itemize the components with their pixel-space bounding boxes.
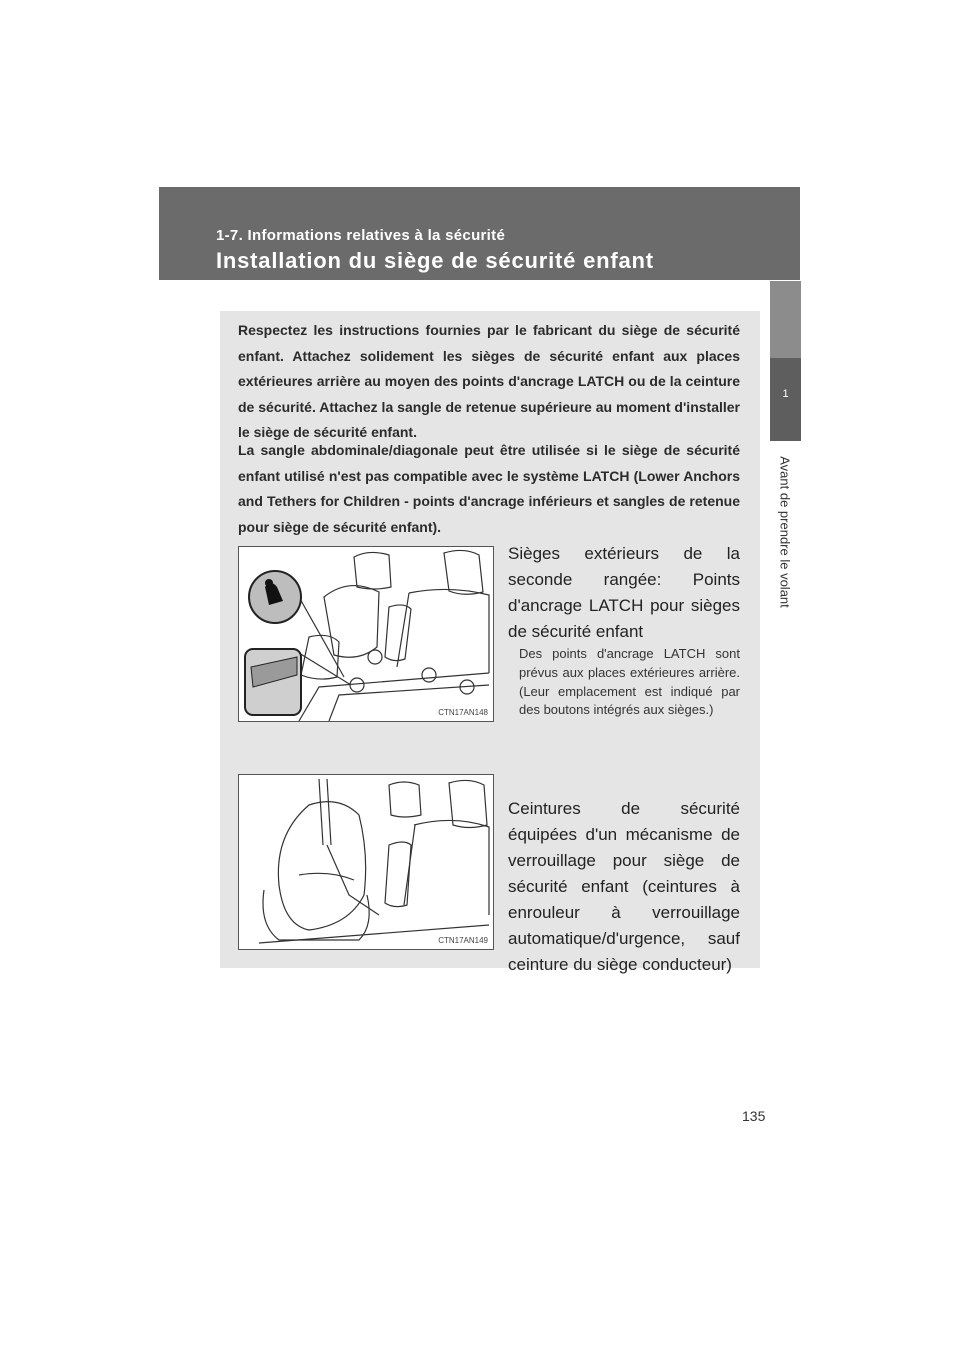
- latch-anchors-illustration: [238, 546, 494, 722]
- seatbelt-child-seat-drawing: [239, 775, 493, 949]
- chapter-tab: [770, 358, 801, 441]
- page-number: 135: [742, 1108, 766, 1124]
- chapter-number: 1: [782, 388, 789, 400]
- intro-paragraph-2: La sangle abdominale/diagonale peut être utilisée si le siège de sécurité enfant utilisé n'est pas compatible avec le système LATCH (Lower Anchors and Tethers for Children - points d'ancrage inférieurs et sangles de retenue pour siège de sécurité enfant).: [238, 442, 740, 535]
- section-label: 1-7. Informations relatives à la sécurité: [216, 227, 506, 244]
- intro-paragraph-1: Respectez les instructions fournies par le fabricant du siège de sécurité enfant. Attachez solidement les sièges de sécurité enfant aux places extérieures arrière au moyen des points d'ancrage LATCH ou de la ceinture de sécurité. Attachez la sangle de retenue supérieure au moment d'installer le siège de sécurité enfant.: [238, 322, 740, 440]
- item-title-latch: Sièges extérieurs de la seconde rangée: Points d'ancrage LATCH pour sièges de sécurité enfant: [508, 544, 740, 641]
- chapter-label-text: Avant de prendre le volant: [777, 456, 793, 608]
- figure-code: CTN17AN149: [438, 936, 488, 945]
- item-title-locking-belts: Ceintures de sécurité équipées d'un mécanisme de verrouillage pour siège de sécurité enfant (ceintures à enrouleur à verrouillage automatique/d'urgence, sauf ceinture du siège conducteur): [508, 799, 740, 974]
- figure-code: CTN17AN148: [438, 708, 488, 717]
- page-title: Installation du siège de sécurité enfant: [216, 248, 654, 273]
- item-description-latch: Des points d'ancrage LATCH sont prévus aux places extérieures arrière. (Leur emplacement est indiqué par des boutons intégrés aux sièges.): [519, 646, 740, 718]
- section-header: [159, 187, 800, 280]
- seatbelt-child-seat-illustration: [238, 774, 494, 950]
- latch-anchors-drawing: [239, 547, 493, 721]
